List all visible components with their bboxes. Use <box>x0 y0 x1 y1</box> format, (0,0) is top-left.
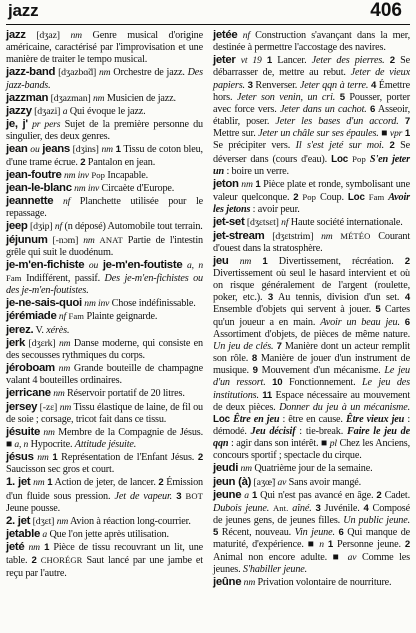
dictionary-entry <box>213 230 410 255</box>
grammar-label: nm <box>240 463 252 475</box>
locution-marker: Loc <box>331 153 349 165</box>
definition-text: Quatrième jour de la semaine. <box>251 463 373 475</box>
dictionary-entry <box>213 216 410 229</box>
usage-label: Fam <box>6 272 22 283</box>
definition-text: Que l'on jette après utilisation. <box>47 529 169 541</box>
definition-text: Se débarrasser de, mettre au rebut. <box>213 55 410 79</box>
definition-text: Incapable. <box>105 169 149 181</box>
definition-text: Animal non encore adulte. ■ <box>213 551 348 563</box>
definition-text: Coup. <box>316 192 348 204</box>
headword: jazzman <box>6 91 49 104</box>
grammar-label: n <box>319 539 324 551</box>
sense-number: 2 <box>404 255 410 267</box>
dictionary-entry <box>213 576 410 589</box>
dictionary-entry <box>6 143 203 168</box>
headword: jerk <box>6 336 26 349</box>
grammar-label: ou <box>88 259 99 271</box>
headword: jésus <box>6 451 34 464</box>
definition-text: ■ <box>378 128 390 140</box>
sense-number: 1 <box>255 178 261 190</box>
grammar-label: vt 19 <box>240 55 262 67</box>
usage-label: CHORÉGR <box>40 555 83 566</box>
locution-text: Faire le jeu de qqn <box>213 426 410 450</box>
headword: jerricane <box>6 387 51 400</box>
sense-number: 5 <box>339 91 345 103</box>
sense-number: 2 <box>389 55 395 67</box>
example-text: Un public jeune. <box>343 515 410 527</box>
sense-number: 4 <box>370 79 377 91</box>
headword: jeun (à) <box>213 475 252 488</box>
definition-text: : agir dans son intérêt. ■ <box>228 438 330 450</box>
page-header <box>6 0 410 25</box>
dictionary-entry <box>6 169 203 182</box>
example-text: Jeter les bases d'un accord. <box>275 116 399 128</box>
dictionary-entry <box>6 297 203 310</box>
grammar-label: nf <box>62 196 71 208</box>
phonetic: [-nɔm] <box>52 234 79 246</box>
headword: jet-set <box>213 216 245 229</box>
headword: jean-le-blanc <box>6 181 72 194</box>
headword: jeton <box>213 177 239 190</box>
sense-number: 7 <box>404 116 410 128</box>
sense-number: 2 <box>376 489 382 501</box>
grammar-label: nf <box>54 221 63 233</box>
definition-text <box>26 30 37 41</box>
definition-text: Composé de jeunes gens, de jeunes filles. <box>213 502 410 527</box>
definition-text: Juvénile. <box>320 502 364 514</box>
dictionary-entry <box>6 362 203 387</box>
grammar-label: nm <box>33 477 45 489</box>
definition-text: Tissu élastique de laine, de fil ou de soie ; corsage, tricot fait dans ce tissu. <box>6 401 203 425</box>
dictionary-entry <box>6 541 203 579</box>
example-text: Des jazz-bands. <box>6 67 203 91</box>
definition-text: Divertissement où seul le hasard intervient et où on risque généralement de l'argent (roulette, poker, etc.). <box>213 267 410 304</box>
definition-text: Qui manque de maturité, d'expérience. ■ <box>213 527 411 551</box>
headword: jetée <box>213 29 238 41</box>
dictionary-entry <box>6 182 203 195</box>
definition-text: Sans avoir mangé. <box>286 476 362 488</box>
dictionary-entry <box>6 426 203 451</box>
headword: jésuite <box>6 425 40 438</box>
phonetic: [dʒɛtsɛt] <box>246 217 279 229</box>
definition-text: Pièce de tissu recouvrant un lit, une table. <box>6 542 204 567</box>
sense-number: 6 <box>404 316 410 328</box>
definition-text: Partie de l'intestin grêle qui suit le duodénum. <box>6 234 203 258</box>
definition-text: Danse moderne, qui consiste en des secousses rythmiques du corps. <box>6 337 203 361</box>
definition-text: Se précipiter vers. <box>213 140 296 152</box>
headword: jean <box>6 143 28 156</box>
running-head-word: jazz <box>8 1 39 20</box>
example-text: Attitude jésuite. <box>74 439 137 450</box>
sense-number: 7 <box>276 340 282 352</box>
definition-text: Chose indéfinissable. <box>109 298 196 310</box>
definition-text: Plainte geignarde. <box>84 311 158 323</box>
definition-text: V. <box>33 324 47 336</box>
definition-text: Asseoir, établir, poser. <box>213 103 410 128</box>
example-text: Le jeu des institutions. <box>213 377 410 401</box>
definition-text: Musicien de jazz. <box>104 92 176 104</box>
sense-number: 1 <box>262 255 268 267</box>
dictionary-entry <box>6 476 203 514</box>
usage-label: Pop <box>91 169 106 180</box>
definition-text: Représentation de l'Enfant Jésus. <box>57 452 198 464</box>
locution-text: Être en jeu <box>233 413 280 425</box>
grammar-label: a, n <box>186 259 203 271</box>
grammar-label: nm <box>37 452 49 464</box>
grammar-label: nm <box>43 426 55 438</box>
sense-number: 1 <box>404 128 410 140</box>
example-text: Il s'est jeté sur moi. <box>295 140 384 152</box>
definition-text: Indifférent, passif. <box>21 272 105 284</box>
sense-number: 5 <box>375 304 381 316</box>
definition-text: Au tennis, division d'un set. <box>273 292 405 304</box>
grammar-label: nm inv <box>84 298 110 310</box>
usage-label: BOT <box>185 490 203 501</box>
locution-marker: Loc <box>213 413 230 425</box>
definition-text: Jeune pousse. <box>6 502 61 514</box>
dictionary-entry <box>6 337 203 362</box>
grammar-label: nm <box>241 178 253 190</box>
definition-text <box>251 256 262 267</box>
headword: jazzy <box>6 104 32 117</box>
definition-text: Sujet de la première personne du singulier, des deux genres. <box>6 119 203 143</box>
headword: 1. jet <box>6 476 31 489</box>
usage-label: Ant. <box>272 502 289 513</box>
headword: jet-stream <box>213 229 265 242</box>
grammar-label: nm <box>53 388 65 400</box>
example-text: Vin jeune. <box>294 527 335 539</box>
grammar-label: a <box>42 529 48 541</box>
example-text: Jeter un châle sur ses épaules. <box>258 128 379 140</box>
definition-text: Planchette utilisée pour le repassage. <box>6 196 203 220</box>
headword: jerez. <box>6 323 34 336</box>
dictionary-entry <box>6 310 203 323</box>
definition-text: Récent, nouveau. <box>218 527 295 539</box>
phonetic: [dʒaz] <box>36 30 60 41</box>
definition-text: Renverser. <box>252 79 300 91</box>
dictionary-entry <box>6 92 203 105</box>
grammar-label: nm <box>56 515 69 527</box>
dictionary-entry <box>6 220 203 233</box>
sense-number: 1 <box>327 539 334 551</box>
definition-text: : être en cause. <box>279 413 346 425</box>
grammar-label: nf <box>281 217 289 229</box>
sense-number: 6 <box>369 103 376 115</box>
dictionary-entry <box>6 118 203 143</box>
usage-label: Pop <box>302 192 317 203</box>
phonetic: [dʒins] <box>72 144 99 156</box>
definition-text: Pousser, porter avec force vers. <box>213 91 410 115</box>
definition-text: Avion à réaction long-courrier. <box>68 515 191 527</box>
definition-text: Se déverser dans (cours d'eau). <box>213 140 410 165</box>
example-text: Jeter des pierres. <box>311 55 385 67</box>
dictionary-entry <box>6 324 203 337</box>
sense-number: 4 <box>363 502 369 514</box>
headword: jazz <box>6 29 26 41</box>
definition-text: Qui n'est pas avancé en âge. <box>257 489 377 501</box>
headword: jéjunum <box>6 233 48 246</box>
definition-text: Réservoir portatif de 20 litres. <box>64 388 185 400</box>
sense-number: 2 <box>293 192 299 204</box>
headword: jersey <box>6 400 38 413</box>
sense-number: 1 <box>266 55 273 67</box>
headword: jeudi <box>213 462 239 475</box>
sense-number: 1 <box>44 542 50 554</box>
example-text: Jeter de vieux papiers. <box>213 67 410 91</box>
dictionary-entry <box>6 29 203 66</box>
definition-text: Manière dont un acteur remplit son rôle. <box>213 340 410 365</box>
definition-text <box>313 231 321 242</box>
example-text: xérès. <box>46 324 70 336</box>
definition-text: Grande bouteille de champagne valant 4 bouteilles ordinaires. <box>6 363 203 387</box>
phonetic: [dʒazbɑ̃d] <box>58 67 97 79</box>
headword: je-m'en-foutiste <box>102 258 183 271</box>
grammar-label: nm <box>101 144 113 156</box>
phonetic: [dʒɛrk] <box>28 337 56 349</box>
example-text: Donner du jeu à un mécanisme. <box>279 401 410 413</box>
definition-text: Fonctionnement. <box>282 377 362 389</box>
definition-text: Mouvement d'un mécanisme. <box>257 365 385 377</box>
dictionary-entry <box>213 476 410 489</box>
grammar-label: nm inv <box>63 169 89 181</box>
definition-text <box>60 30 71 41</box>
locution-text: S'en jeter un <box>213 153 410 177</box>
dictionary-entry <box>6 234 203 259</box>
sense-number: 2 <box>404 539 410 551</box>
definition-text: Haute société internationale. <box>288 217 403 229</box>
grammar-label: nm <box>59 401 72 413</box>
sense-number: 2 <box>389 140 395 152</box>
phonetic: [-zɛ] <box>39 401 58 413</box>
definition-text: Assortiment d'objets, de pièces de même nature. <box>213 328 410 340</box>
example-text: S'habiller jeune. <box>242 563 308 575</box>
dictionary-entry <box>213 489 410 576</box>
phonetic: [aʒœ̃] <box>253 476 276 488</box>
definition-text: Tissu de coton bleu, d'une trame écrue. <box>6 144 203 168</box>
phonetic: [dʒazman] <box>50 92 91 104</box>
headword: jeter <box>213 54 236 67</box>
example-text: Avoir un beau jeu. <box>320 316 400 328</box>
headword: je-m'en-fichiste <box>6 258 85 271</box>
grammar-label: pr pers <box>32 119 61 131</box>
dictionary-entry <box>213 54 410 178</box>
grammar-label: nm <box>321 230 333 242</box>
locution-text: Jeu décisif <box>250 426 296 437</box>
dictionary-entry <box>6 66 203 91</box>
grammar-label: nm inv <box>74 182 100 194</box>
dictionary-entry <box>6 259 203 297</box>
grammar-label: nm <box>58 363 71 375</box>
definition-text: Orchestre de jazz. <box>110 67 188 79</box>
dictionary-entry <box>6 195 203 220</box>
page-number: 406 <box>370 0 402 21</box>
definition-text: Membre de la Compagnie de Jésus. ■ <box>6 426 203 450</box>
dictionary-entry <box>213 255 410 463</box>
definition-text: Mettre sur. <box>213 128 259 140</box>
definition-text: Lancer. <box>272 55 312 67</box>
definition-text: Hypocrite. <box>28 439 75 450</box>
example-text: Jeter dans un cachot. <box>279 103 367 115</box>
sense-number: 3 <box>267 292 274 304</box>
headword: je, j' <box>6 118 28 131</box>
definition-text: : démodé. <box>213 413 411 437</box>
grammar-label: nf <box>242 30 250 41</box>
headword: jazz-band <box>6 66 56 79</box>
definition-text <box>229 256 240 267</box>
grammar-label: nm <box>243 576 256 588</box>
example-text: aîné. <box>292 502 312 514</box>
phonetic: [dʒɛtstrim] <box>272 230 314 242</box>
grammar-label: a <box>62 105 68 117</box>
definition-text: Comme les jeunes. <box>213 551 410 575</box>
definition-text: Saut lancé par une jambe et reçu par l'autre. <box>6 555 203 579</box>
headword: jeûne <box>213 575 242 588</box>
definition-text: : tie-break. <box>295 426 347 437</box>
locution-text: Être vieux jeu <box>345 413 405 425</box>
headword: jeté <box>6 541 25 554</box>
dictionary-entry <box>6 451 203 476</box>
sense-number: 2 <box>80 156 86 168</box>
grammar-label: nm <box>98 67 111 79</box>
sense-number: 1 <box>52 452 58 464</box>
example-text: Dubois jeune. <box>213 502 270 514</box>
phonetic: [dʒazi] <box>34 105 61 117</box>
headword: je-ne-sais-quoi <box>6 297 82 310</box>
dictionary-entry <box>213 29 410 54</box>
headword: jeans <box>42 143 70 156</box>
sense-number: 10 <box>272 377 283 389</box>
example-text: Jeter son venin, un cri. <box>236 91 336 103</box>
grammar-label: pl <box>329 438 337 450</box>
locution-text: Avoir les jetons <box>213 192 410 216</box>
grammar-label: a <box>244 489 249 501</box>
definition-text: Action de jeter, de lancer. <box>52 477 159 489</box>
phonetic: [dʒip] <box>30 221 53 233</box>
usage-label: Pop <box>352 153 366 164</box>
usage-label: Fam <box>368 192 385 203</box>
definition-text: Divertissement, récréation. <box>267 255 405 267</box>
usage-label: Fam <box>68 311 85 322</box>
grammar-label: nf <box>58 311 67 323</box>
headword: jeannette <box>6 195 54 208</box>
headword: jeu <box>213 254 229 267</box>
usage-label: MÉTÉO <box>340 230 371 241</box>
definition-text: Émission d'un fluide sous pression. <box>6 477 203 502</box>
definition-text: Cartes qu'un joueur a en main. <box>213 304 410 328</box>
grammar-label: nm <box>70 30 82 41</box>
sense-number: 3 <box>315 502 321 514</box>
definition-text: Qui évoque le jazz. <box>67 105 146 117</box>
definition-text: Courant d'ouest dans la stratosphère. <box>213 230 410 254</box>
grammar-label: av <box>347 551 357 563</box>
example-text: Un jeu de clés. <box>213 340 274 352</box>
headword: 2. jet <box>6 514 31 527</box>
usage-label: ANAT <box>99 234 123 245</box>
grammar-label: nm <box>239 255 252 267</box>
dictionary-entry <box>213 178 410 216</box>
example-text: Jeter qqn à terre. <box>299 79 369 91</box>
grammar-label: nm <box>28 542 40 554</box>
left-column <box>6 29 203 589</box>
definition-text: Pantalon en jean. <box>85 156 156 168</box>
definition-text: Pièce plate et ronde, symbolisant une valeur quelconque. <box>213 178 410 204</box>
grammar-label: nm <box>59 337 71 349</box>
sense-number: 9 <box>252 365 258 377</box>
grammar-label: a, n <box>14 439 29 450</box>
sense-number: 2 <box>197 452 203 464</box>
sense-number: 11 <box>262 389 273 401</box>
sense-number: 8 <box>251 353 258 365</box>
phonetic: [dʒɛt] <box>32 515 55 527</box>
entry-columns <box>6 29 410 589</box>
sense-number: 3 <box>176 490 182 502</box>
definition-text: Espace nécessaire au mouvement de deux pièces. <box>213 389 411 413</box>
grammar-label: nm <box>93 92 105 104</box>
definition-text: Personne jeune. <box>333 539 405 551</box>
dictionary-entry <box>6 515 203 528</box>
example-text: Des je-m'en-fichistes ou des je-m'en-foutistes. <box>6 272 203 297</box>
definition-text: Privation volontaire de nourriture. <box>255 576 392 588</box>
locution-marker: Loc <box>347 192 365 204</box>
sense-number: 2 <box>158 477 164 489</box>
sense-number: 1 <box>115 144 121 156</box>
dictionary-entry <box>6 401 203 426</box>
grammar-label: nm <box>83 234 95 246</box>
headword: jetable <box>6 528 40 541</box>
definition-text: Ensemble d'objets qui servent à jouer. <box>213 304 376 316</box>
grammar-label: av <box>277 476 287 488</box>
definition-text: Genre musical d'origine américaine, caractérisé par l'improvisation et une manière de traiter le tempo musical. <box>6 30 203 66</box>
definition-text: Cadet. <box>381 489 411 501</box>
example-text: Le jeu d'un ressort. <box>213 365 410 389</box>
definition-text: Manière de jouer d'un instrument de musique. <box>213 353 410 377</box>
dictionary-entry <box>213 462 410 475</box>
definition-text: Chez les Anciens, concours sportif ; spectacle du cirque. <box>213 438 410 462</box>
definition-text <box>53 196 63 207</box>
headword: jean-foutre <box>6 168 62 181</box>
sense-number: 1 <box>47 477 53 489</box>
dictionary-entry <box>6 387 203 400</box>
headword: jérémiade <box>6 310 57 323</box>
grammar-label: vpr <box>389 128 403 140</box>
grammar-label: ou <box>30 144 40 156</box>
definition-text: (n déposé) Automobile tout terrain. <box>62 221 203 233</box>
definition-text: : avoir peur. <box>250 204 300 216</box>
definition-text: Saucisson sec gros et court. <box>6 464 115 476</box>
right-column <box>213 29 410 589</box>
sense-number: 4 <box>404 292 410 304</box>
headword: jeep <box>6 220 28 233</box>
definition-text: : boire un verre. <box>224 165 289 177</box>
sense-number: 6 <box>338 527 344 539</box>
definition-text: Circaète d'Europe. <box>99 182 175 194</box>
sense-number: 2 <box>31 555 37 567</box>
sense-number: 1 <box>251 489 258 501</box>
headword: jéroboam <box>6 362 55 375</box>
example-text: Jet de vapeur. <box>114 490 173 502</box>
sense-number: 3 <box>247 79 253 91</box>
sense-number: 5 <box>213 527 219 539</box>
headword: jeune <box>213 488 242 501</box>
dictionary-entry <box>6 105 203 118</box>
definition-text: Construction s'avançant dans la mer, destinée à permettre l'accostage des navires. <box>213 30 410 54</box>
definition-text: Émettre hors. <box>213 79 410 103</box>
dictionary-entry <box>6 528 203 541</box>
